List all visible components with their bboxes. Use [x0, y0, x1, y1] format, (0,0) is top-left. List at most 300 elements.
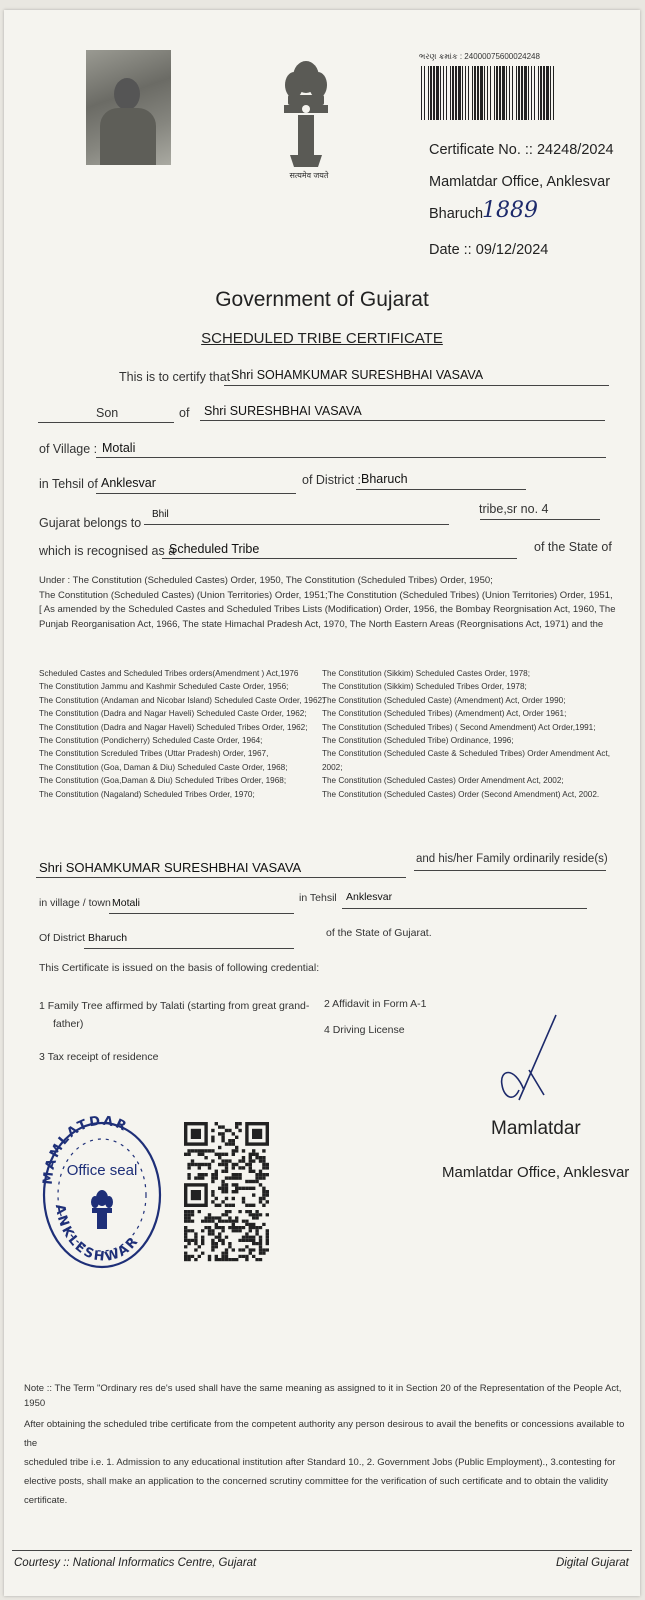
qr-module: [266, 1236, 269, 1239]
credential-item: father): [53, 1018, 84, 1030]
barcode-bar: [524, 66, 527, 120]
qr-module: [184, 1245, 187, 1248]
barcode-bar: [499, 66, 501, 120]
qr-module: [259, 1183, 262, 1186]
qr-module: [218, 1220, 221, 1223]
qr-module: [232, 1248, 235, 1251]
credential-item: 1 Family Tree affirmed by Talati (starting from great grand-: [39, 1000, 310, 1012]
qr-module: [215, 1258, 218, 1261]
qr-module: [266, 1213, 269, 1216]
qr-module: [235, 1183, 238, 1186]
qr-module: [259, 1242, 262, 1245]
qr-module: [225, 1190, 228, 1193]
qr-module: [218, 1236, 221, 1239]
barcode-bar: [430, 66, 432, 120]
qr-module: [211, 1229, 214, 1232]
qr-module: [208, 1220, 211, 1223]
orders-left-list: [39, 667, 329, 801]
qr-module: [255, 1232, 258, 1235]
qr-module: [238, 1166, 241, 1169]
qr-module: [215, 1245, 218, 1248]
qr-module: [211, 1220, 214, 1223]
qr-module: [255, 1156, 258, 1159]
qr-module: [259, 1252, 262, 1255]
qr-module: [266, 1166, 269, 1169]
qr-module: [238, 1176, 241, 1179]
qr-module: [245, 1187, 248, 1190]
barcode-bar: [484, 66, 485, 120]
qr-module: [242, 1220, 245, 1223]
barcode-bar: [480, 66, 483, 120]
qr-module: [232, 1223, 235, 1226]
qr-module: [208, 1216, 211, 1219]
qr-module: [221, 1180, 224, 1183]
seal-bottom-text: ANKLESHWAR: [51, 1203, 143, 1266]
qr-module: [262, 1252, 265, 1255]
qr-module: [249, 1213, 252, 1216]
under-line: Under : The Constitution (Scheduled Castes) Order, 1950, The Constitution (Scheduled Tribes) Order, 1950;: [39, 575, 493, 586]
qr-module: [225, 1176, 228, 1179]
qr-module: [187, 1216, 190, 1219]
qr-module: [208, 1255, 211, 1258]
after-line: After obtaining the scheduled tribe certificate from the competent authority any person desirous to avail the benefits or concessions available to the: [24, 1419, 625, 1449]
qr-module: [259, 1239, 262, 1242]
qr-module: [208, 1163, 211, 1166]
qr-module: [242, 1159, 245, 1162]
qr-module: [208, 1258, 211, 1261]
qr-module: [249, 1166, 252, 1169]
res-district-underline: [84, 948, 294, 949]
qr-module: [255, 1180, 258, 1183]
qr-module: [208, 1166, 211, 1169]
qr-module: [235, 1146, 238, 1149]
place: Bharuch: [429, 206, 484, 222]
qr-module: [262, 1204, 265, 1207]
qr-module: [225, 1236, 228, 1239]
tehsil: Anklesvar: [101, 476, 156, 490]
recognised-underline: [162, 558, 517, 559]
barcode-bar: [512, 66, 513, 120]
qr-module: [255, 1229, 258, 1232]
qr-module: [187, 1213, 190, 1216]
subtitle-text: SCHEDULED TRIBE CERTIFICATE: [201, 330, 443, 347]
qr-module: [259, 1176, 262, 1179]
qr-module: [232, 1142, 235, 1145]
qr-module: [215, 1197, 218, 1200]
qr-module: [215, 1176, 218, 1179]
qr-module: [228, 1242, 231, 1245]
qr-module: [249, 1236, 252, 1239]
footer-divider: [12, 1550, 632, 1551]
village: Motali: [102, 441, 136, 455]
barcode: [419, 66, 559, 120]
order-item: The Constitution (Dadra and Nagar Haveli) Scheduled Caste Order, 1962;: [39, 709, 307, 719]
qr-module: [204, 1216, 207, 1219]
footer-courtesy: Courtesy :: National Informatics Centre, Gujarat: [14, 1557, 257, 1569]
qr-module: [259, 1173, 262, 1176]
qr-module: [208, 1149, 211, 1152]
qr-module: [194, 1149, 197, 1152]
qr-module: [252, 1204, 255, 1207]
qr-module: [204, 1163, 207, 1166]
qr-module: [221, 1213, 224, 1216]
qr-module: [211, 1232, 214, 1235]
order-item: The Constitution Jammu and Kashmir Scheduled Caste Order, 1956;: [39, 682, 289, 692]
qr-module: [211, 1180, 214, 1183]
qr-module: [225, 1142, 228, 1145]
qr-module: [228, 1226, 231, 1229]
qr-module: [187, 1229, 190, 1232]
qr-module: [194, 1248, 197, 1251]
qr-module: [184, 1232, 187, 1235]
under-paragraph: [39, 574, 624, 632]
certificate-sheet: [4, 10, 640, 1596]
barcode-bar: [446, 66, 447, 120]
orders-right-list: [322, 667, 632, 801]
issuing-office: Mamlatdar Office, Anklesvar: [429, 174, 611, 190]
qr-module: [184, 1255, 187, 1258]
qr-module: [228, 1176, 231, 1179]
qr-module: [242, 1149, 245, 1152]
qr-module: [262, 1197, 265, 1200]
after-line: certificate.: [24, 1495, 68, 1506]
qr-module: [221, 1226, 224, 1229]
qr-module: [215, 1255, 218, 1258]
qr-module: [252, 1213, 255, 1216]
res-tehsil-label: in Tehsil: [299, 892, 337, 904]
qr-module: [218, 1216, 221, 1219]
qr-module: [266, 1190, 269, 1193]
qr-module: [201, 1239, 204, 1242]
qr-module: [262, 1223, 265, 1226]
qr-module: [221, 1183, 224, 1186]
qr-module: [221, 1139, 224, 1142]
barcode-bar: [440, 66, 441, 120]
qr-module: [242, 1166, 245, 1169]
recognised: Scheduled Tribe: [169, 542, 260, 556]
qr-module: [259, 1159, 262, 1162]
qr-module: [218, 1156, 221, 1159]
certify-label: This is to certify that: [119, 370, 231, 384]
barcode-bar: [506, 66, 507, 120]
qr-module: [211, 1159, 214, 1162]
qr-module: [204, 1149, 207, 1152]
qr-module: [245, 1220, 248, 1223]
qr-module: [187, 1210, 190, 1213]
credential-item: 4 Driving License: [324, 1024, 405, 1036]
qr-module: [232, 1173, 235, 1176]
qr-module: [249, 1204, 252, 1207]
qr-module: [184, 1216, 187, 1219]
qr-module: [191, 1220, 194, 1223]
barcode-bar: [462, 66, 463, 120]
qr-module: [245, 1163, 248, 1166]
order-item: The Constitution (Sikkim) Scheduled Tribes Order, 1978;: [322, 682, 527, 692]
qr-module: [201, 1236, 204, 1239]
qr-module: [235, 1176, 238, 1179]
barcode-bar: [518, 66, 520, 120]
barcode-bar: [436, 66, 439, 120]
qr-module: [184, 1153, 187, 1156]
tribe: Bhil: [152, 509, 169, 520]
qr-module: [204, 1173, 207, 1176]
qr-module: [249, 1159, 252, 1162]
qr-module: [211, 1136, 214, 1139]
qr-module: [235, 1216, 238, 1219]
qr-module: [232, 1204, 235, 1207]
qr-module: [194, 1258, 197, 1261]
qr-module: [211, 1216, 214, 1219]
of-label: of: [179, 406, 190, 420]
qr-module: [262, 1156, 265, 1159]
barcode-bar: [465, 66, 466, 120]
barcode-label: ભરણ ક્રમાંક : 24000075600024248: [419, 52, 540, 61]
qr-module: [187, 1258, 190, 1261]
photo-body: [100, 108, 156, 165]
order-item: The Constitution (Pondicherry) Scheduled Caste Order, 1964;: [39, 736, 263, 746]
qr-module: [228, 1139, 231, 1142]
credential-item: 2 Affidavit in Form A-1: [324, 998, 427, 1010]
qr-module: [225, 1220, 228, 1223]
order-item: The Constitution (Scheduled Tribes) (Amendment) Act, Order 1961;: [322, 709, 567, 719]
qr-module: [252, 1239, 255, 1242]
qr-module: [225, 1163, 228, 1166]
qr-module: [238, 1159, 241, 1162]
qr-module: [232, 1132, 235, 1135]
qr-module: [187, 1149, 190, 1152]
qr-module: [215, 1242, 218, 1245]
qr-module: [235, 1220, 238, 1223]
barcode-bar: [474, 66, 476, 120]
qr-module: [215, 1216, 218, 1219]
order-item: The Constitution (Goa,Daman & Diu) Scheduled Tribes Order, 1968;: [39, 776, 287, 786]
qr-module: [191, 1239, 194, 1242]
qr-module: [218, 1232, 221, 1235]
qr-module: [245, 1239, 248, 1242]
barcode-bar: [553, 66, 554, 120]
res-tehsil-underline: [342, 908, 587, 909]
qr-module: [252, 1226, 255, 1229]
qr-module: [208, 1229, 211, 1232]
qr-module: [184, 1229, 187, 1232]
qr-module: [208, 1232, 211, 1235]
qr-module: [255, 1258, 258, 1261]
qr-module: [198, 1163, 201, 1166]
qr-module: [262, 1176, 265, 1179]
qr-module: [218, 1146, 221, 1149]
qr-module: [225, 1255, 228, 1258]
certificate-no: 24248/2024: [536, 142, 614, 158]
after-paragraph: [24, 1415, 634, 1510]
qr-module: [249, 1163, 252, 1166]
qr-module: [187, 1176, 190, 1179]
qr-module: [259, 1258, 262, 1261]
res-village-label: in village / town: [39, 897, 111, 909]
qr-module: [252, 1223, 255, 1226]
barcode-bar: [421, 66, 422, 120]
qr-module: [187, 1166, 190, 1169]
seal-top-text: MAMLATDAR: [40, 1113, 131, 1186]
qr-module: [208, 1226, 211, 1229]
qr-module: [252, 1187, 255, 1190]
resident-name-underline: [36, 877, 406, 878]
father-name: Shri SURESHBHAI VASAVA: [204, 404, 362, 418]
qr-module: [218, 1187, 221, 1190]
qr-module: [218, 1239, 221, 1242]
belongs-label: Gujarat belongs to: [39, 516, 142, 530]
qr-module: [255, 1210, 258, 1213]
barcode-bar: [496, 66, 498, 120]
qr-module: [249, 1252, 252, 1255]
qr-module: [184, 1252, 187, 1255]
qr-module: [221, 1229, 224, 1232]
qr-module: [249, 1226, 252, 1229]
qr-module: [225, 1166, 228, 1169]
qr-module: [211, 1193, 214, 1196]
qr-code: [182, 1120, 270, 1265]
qr-module: [242, 1255, 245, 1258]
order-item: The Constitution (Scheduled Castes) Order Amendment Act, 2002;: [322, 776, 564, 786]
barcode-bar: [521, 66, 523, 120]
qr-module: [198, 1153, 201, 1156]
tribe-sr-underline: [480, 519, 600, 520]
qr-module: [215, 1236, 218, 1239]
qr-module: [187, 1255, 190, 1258]
qr-module: [221, 1170, 224, 1173]
tribe-sr-label: tribe,sr no. 4: [479, 502, 549, 516]
qr-module: [225, 1210, 228, 1213]
qr-module: [245, 1236, 248, 1239]
res-district-label: Of District: [39, 932, 86, 944]
qr-module: [235, 1136, 238, 1139]
qr-module: [204, 1156, 207, 1159]
qr-module: [262, 1163, 265, 1166]
qr-module: [201, 1153, 204, 1156]
certificate-subtitle: [4, 330, 640, 347]
qr-module: [249, 1229, 252, 1232]
barcode-bar: [433, 66, 435, 120]
qr-module: [187, 1239, 190, 1242]
seal-center-text: Office seal: [66, 1162, 138, 1179]
qr-module: [208, 1213, 211, 1216]
order-item: The Constitution Screduled Tribes (Uttar Pradesh) Order, 1967,: [39, 749, 269, 759]
qr-module: [211, 1242, 214, 1245]
qr-module: [218, 1204, 221, 1207]
father-underline: [200, 420, 605, 421]
qr-module: [252, 1242, 255, 1245]
qr-module: [184, 1258, 187, 1261]
qr-module: [218, 1163, 221, 1166]
under-line: The Constitution (Scheduled Castes) (Union Territories) Order, 1951;The Constitution (Scheduled Tribes) (Union Territories) Order, 1951,: [39, 589, 613, 601]
qr-module: [255, 1242, 258, 1245]
qr-module: [262, 1166, 265, 1169]
qr-module: [204, 1220, 207, 1223]
qr-module: [194, 1176, 197, 1179]
qr-finder: [191, 1129, 201, 1139]
qr-module: [184, 1210, 187, 1213]
qr-module: [228, 1142, 231, 1145]
reside-label: and his/her Family ordinarily reside(s): [416, 853, 608, 865]
applicant-name: Shri SOHAMKUMAR SURESHBHAI VASAVA: [231, 368, 484, 382]
qr-module: [235, 1122, 238, 1125]
qr-module: [259, 1200, 262, 1203]
date-label: Date ::: [429, 242, 472, 258]
order-item: The Constitution (Nagaland) Scheduled Tribes Order, 1970;: [39, 789, 255, 799]
district: Bharuch: [361, 472, 408, 486]
qr-module: [201, 1173, 204, 1176]
qr-module: [201, 1176, 204, 1179]
qr-module: [242, 1226, 245, 1229]
barcode-bar: [534, 66, 535, 120]
qr-module: [194, 1232, 197, 1235]
res-tehsil: Anklesvar: [346, 891, 393, 903]
qr-module: [198, 1149, 201, 1152]
res-village-underline: [109, 913, 294, 914]
qr-module: [266, 1242, 269, 1245]
qr-module: [232, 1153, 235, 1156]
qr-module: [232, 1149, 235, 1152]
qr-module: [187, 1153, 190, 1156]
qr-module: [194, 1163, 197, 1166]
qr-module: [218, 1153, 221, 1156]
qr-module: [187, 1173, 190, 1176]
qr-module: [221, 1252, 224, 1255]
qr-module: [266, 1193, 269, 1196]
under-line: Punjab Reorganisation Act, 1966, The state Himachal Pradesh Act, 1970, The North Eastern Areas (Reorgnisations Act, 1971) and the: [39, 618, 604, 630]
qr-module: [242, 1248, 245, 1251]
barcode-bar: [531, 66, 532, 120]
qr-module: [245, 1255, 248, 1258]
qr-module: [194, 1242, 197, 1245]
certificate-number-line: [429, 142, 614, 158]
qr-module: [225, 1213, 228, 1216]
qr-module: [221, 1239, 224, 1242]
qr-module: [235, 1229, 238, 1232]
qr-module: [262, 1159, 265, 1162]
qr-module: [252, 1159, 255, 1162]
qr-module: [225, 1204, 228, 1207]
qr-module: [235, 1258, 238, 1261]
qr-module: [245, 1232, 248, 1235]
barcode-bar: [528, 66, 529, 120]
qr-module: [201, 1229, 204, 1232]
qr-module: [225, 1258, 228, 1261]
qr-module: [255, 1176, 258, 1179]
qr-module: [232, 1220, 235, 1223]
qr-module: [198, 1173, 201, 1176]
order-item: The Constitution (Andaman and Nicobar Island) Scheduled Caste Order, 1962;: [39, 695, 325, 705]
qr-module: [238, 1239, 241, 1242]
qr-module: [242, 1197, 245, 1200]
qr-module: [184, 1236, 187, 1239]
qr-module: [232, 1166, 235, 1169]
qr-module: [198, 1166, 201, 1169]
qr-finder: [252, 1129, 262, 1139]
qr-module: [211, 1139, 214, 1142]
qr-module: [184, 1220, 187, 1223]
emblem-caption: सत्यमेव जयते: [289, 171, 329, 180]
qr-module: [198, 1245, 201, 1248]
under-line: [ As amended by the Scheduled Castes and Scheduled Tribes Lists (Modification) Order, 1956, the Bombay Reorgnisation Act, 1960, The: [39, 604, 616, 615]
qr-module: [191, 1229, 194, 1232]
note-text: Note :: The Term "Ordinary res de's used shall have the same meaning as assigned to it in Section 20 of the Representation of the People Act, 1950: [24, 1383, 622, 1409]
qr-module: [221, 1220, 224, 1223]
qr-module: [198, 1255, 201, 1258]
barcode-bar: [472, 66, 473, 120]
qr-module: [225, 1129, 228, 1132]
qr-module: [191, 1163, 194, 1166]
qr-module: [242, 1236, 245, 1239]
